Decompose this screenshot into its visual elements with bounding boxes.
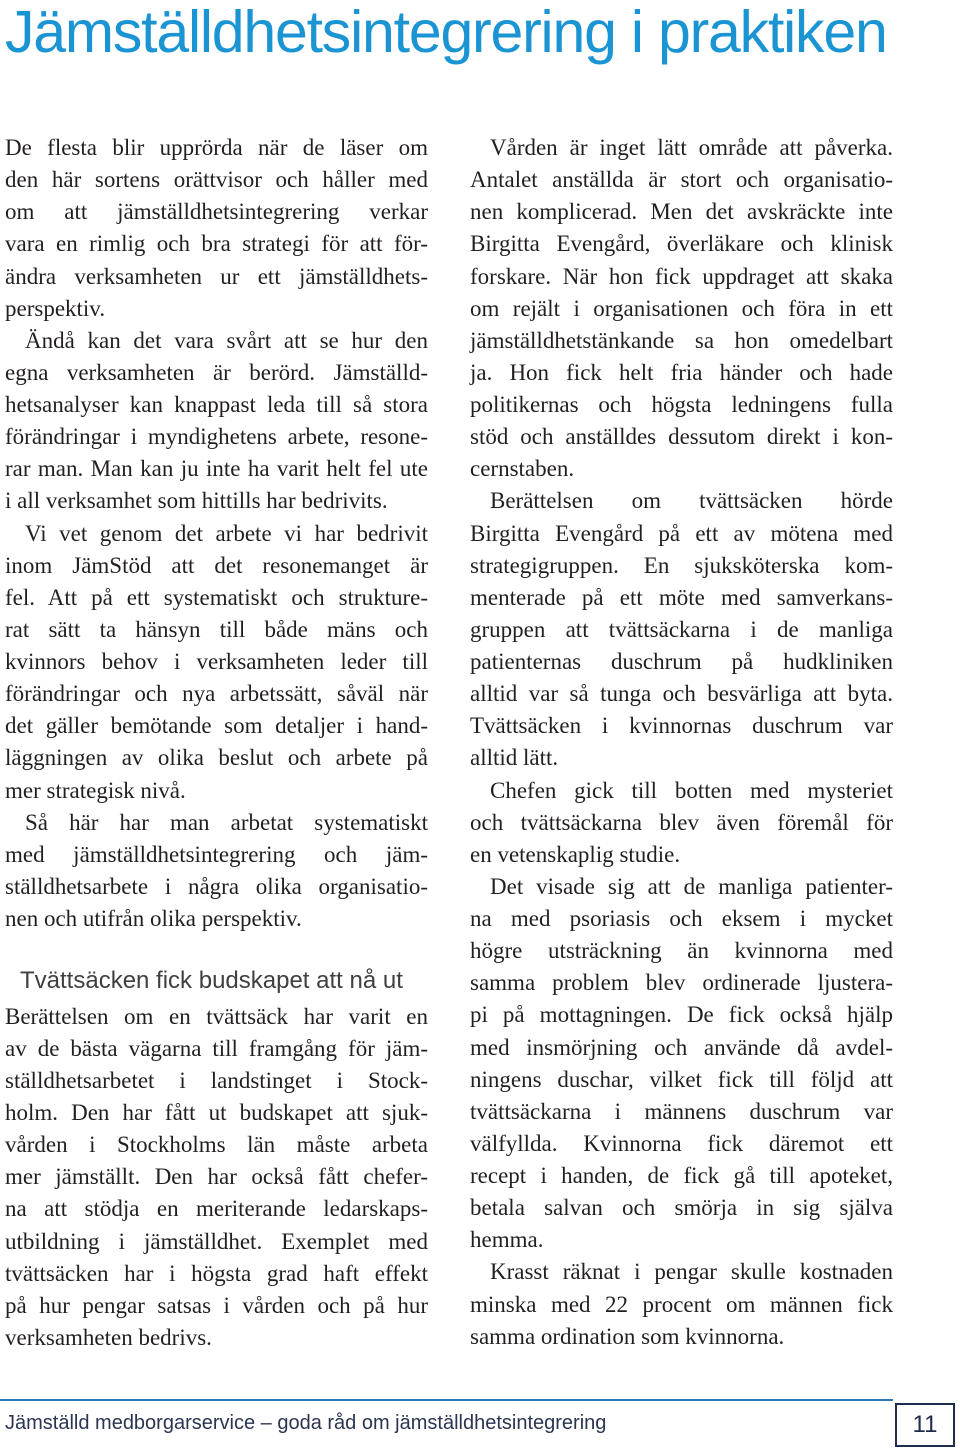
text-line: hetsanalyser kan knappast leda till så stora [5,392,428,417]
text-line: med jämställdhetsintegrering och jäm- [5,841,428,867]
text-line: menterade på ett möte med samverkans- [470,584,893,610]
footer-rule [0,1399,893,1401]
text-line: fel. Att på ett systematiskt och strukture- [5,584,428,610]
text-line: gruppen att tvättsäckarna i de manliga [470,616,893,642]
text-line: Så här har man arbetat systematiskt [25,809,428,835]
text-line: politikernas och högsta ledningens fulla [470,392,893,417]
text-line: tvättsäckarna i männens duschrum var [470,1098,893,1124]
text-line: mer jämställt. Den har också fått chefer- [5,1164,428,1190]
text-line: det gäller bemötande som detaljer i hand- [5,713,428,739]
text-line: rat sätt ta hänsyn till både mäns och [5,616,428,642]
paragraph [470,485,893,774]
text-line: utbildning i jämställdhet. Exemplet med [5,1228,428,1254]
footer-title: Jämställd medborgarservice – goda råd om jämställdhetsintegrering [5,1412,607,1434]
text-line: nen och utifrån olika perspektiv. [5,906,302,931]
section-heading: Tvättsäcken fick budskapet att nå ut [20,966,403,994]
text-line: forskare. När hon fick uppdraget att skaka [470,263,893,289]
text-line: förändringar i myndighetens arbete, resone- [5,424,428,450]
text-line: välfyllda. Kvinnorna fick däremot ett [470,1130,893,1156]
text-line: ja. Hon fick helt fria händer och hade [470,359,893,385]
text-line: nen komplicerad. Men det avskräckte inte [470,199,893,225]
text-line: Vården är inget lätt område att påverka. [490,135,893,160]
text-line: Antalet anställda är stort och organisatio- [470,167,893,193]
text-line: kvinnors behov i verksamheten leder till [5,649,428,674]
paragraph [5,132,428,325]
paragraph [5,807,428,936]
text-line: ändra verksamheten ur ett jämställdhets- [5,263,428,289]
text-line: cernstaben. [470,456,575,482]
text-line: Tvättsäcken i kvinnornas duschrum var [470,713,893,739]
text-line: Berättelsen om tvättsäcken hörde [490,488,893,514]
text-line: Berättelsen om en tvättsäck har varit en [5,1003,428,1029]
paragraph [470,775,893,871]
text-line: med insmörjning och använde då avdel- [470,1034,893,1060]
text-line: egna verksamheten är berörd. Jämställd- [5,359,428,385]
text-line: samma ordination som kvinnorna. [470,1323,785,1349]
page-title: Jämställdhetsintegrering i praktiken [5,0,887,65]
text-line: ningens duschar, vilket fick till följd att [470,1066,893,1092]
text-line: pi på mottagningen. De fick också hjälp [470,1002,893,1028]
text-line: na med psoriasis och eksem i mycket [470,906,893,931]
text-line: strategigruppen. En sjuksköterska kom- [470,552,893,578]
text-line: Ändå kan det vara svårt att se hur den [25,327,428,353]
text-line: Det visade sig att de manliga patienter- [490,873,893,899]
paragraph [5,518,428,807]
text-line: vara en rimlig och bra strategi för att för- [5,231,428,257]
text-line: jämställdhetstänkande sa hon omedelbart [470,327,893,353]
right-column [470,132,893,1353]
text-line: De flesta blir upprörda när de läser om [5,135,428,160]
text-line: den här sortens orättvisor och håller med [5,167,428,193]
text-line: Krasst räknat i pengar skulle kostnaden [490,1259,893,1285]
text-line: om att jämställdhetsintegrering verkar [5,199,428,225]
text-line: mer strategisk nivå. [5,777,186,803]
text-line: vården i Stockholms län måste arbeta [5,1132,428,1158]
text-line: på hur pengar satsas i vården och på hur [5,1292,428,1318]
text-line: alltid lätt. [470,745,559,771]
text-line: na att stödja en meriterande ledarskaps- [5,1196,428,1222]
text-line: holm. Den har fått ut budskapet att sjuk- [5,1100,428,1125]
text-line: och tvättsäckarna blev även föremål för [470,809,893,835]
text-line: betala salvan och smörja in sig själva [470,1195,893,1221]
text-line: samma problem blev ordinerade ljustera- [470,970,893,996]
text-line: perspektiv. [5,295,106,321]
text-line: Chefen gick till botten med mysteriet [490,777,893,803]
paragraph [470,1256,893,1352]
text-line: förändringar och nya arbetssätt, såväl när [5,681,428,707]
text-line: recept i handen, de fick gå till apoteket, [470,1163,893,1188]
text-line: läggningen av olika beslut och arbete på [5,745,428,771]
text-line: högre utsträckning än kvinnorna med [470,938,893,964]
paragraph [5,325,428,518]
text-line: om rejält i organisationen och föra in ett [470,295,893,321]
text-line: i all verksamhet som hittills har bedrivits. [5,488,388,514]
text-line: en vetenskaplig studie. [470,841,681,867]
paragraph [5,1001,428,1354]
text-line: Birgitta Evengård, överläkare och klinisk [470,231,893,257]
page-number-box [895,1403,955,1447]
text-line: verksamheten bedrivs. [5,1324,212,1350]
text-line: rar man. Man kan ju inte ha varit helt fel ute [5,456,428,482]
page-number: 11 [912,1411,938,1438]
text-line: alltid var så tunga och besvärliga att byta. [470,681,893,707]
text-line: Vi vet genom det arbete vi har bedrivit [25,520,428,546]
text-line: inom JämStöd att det resonemanget är [5,552,428,578]
text-line: ställdhetsarbete i några olika organisatio- [5,873,428,899]
text-line: patienternas duschrum på hudkliniken [470,649,893,674]
text-line: tvättsäcken har i högsta grad haft effekt [5,1260,428,1286]
left-column [5,132,428,1354]
text-line: Birgitta Evengård på ett av mötena med [470,520,893,546]
text-line: ställdhetsarbetet i landstinget i Stock- [5,1067,428,1093]
paragraph [470,871,893,1257]
text-line: stöd och anställdes dessutom direkt i kon- [470,424,893,450]
paragraph [470,132,893,485]
text-line: minska med 22 procent om männen fick [470,1291,893,1317]
text-line: av de bästa vägarna till framgång för jäm- [5,1035,428,1061]
text-line: hemma. [470,1227,544,1253]
